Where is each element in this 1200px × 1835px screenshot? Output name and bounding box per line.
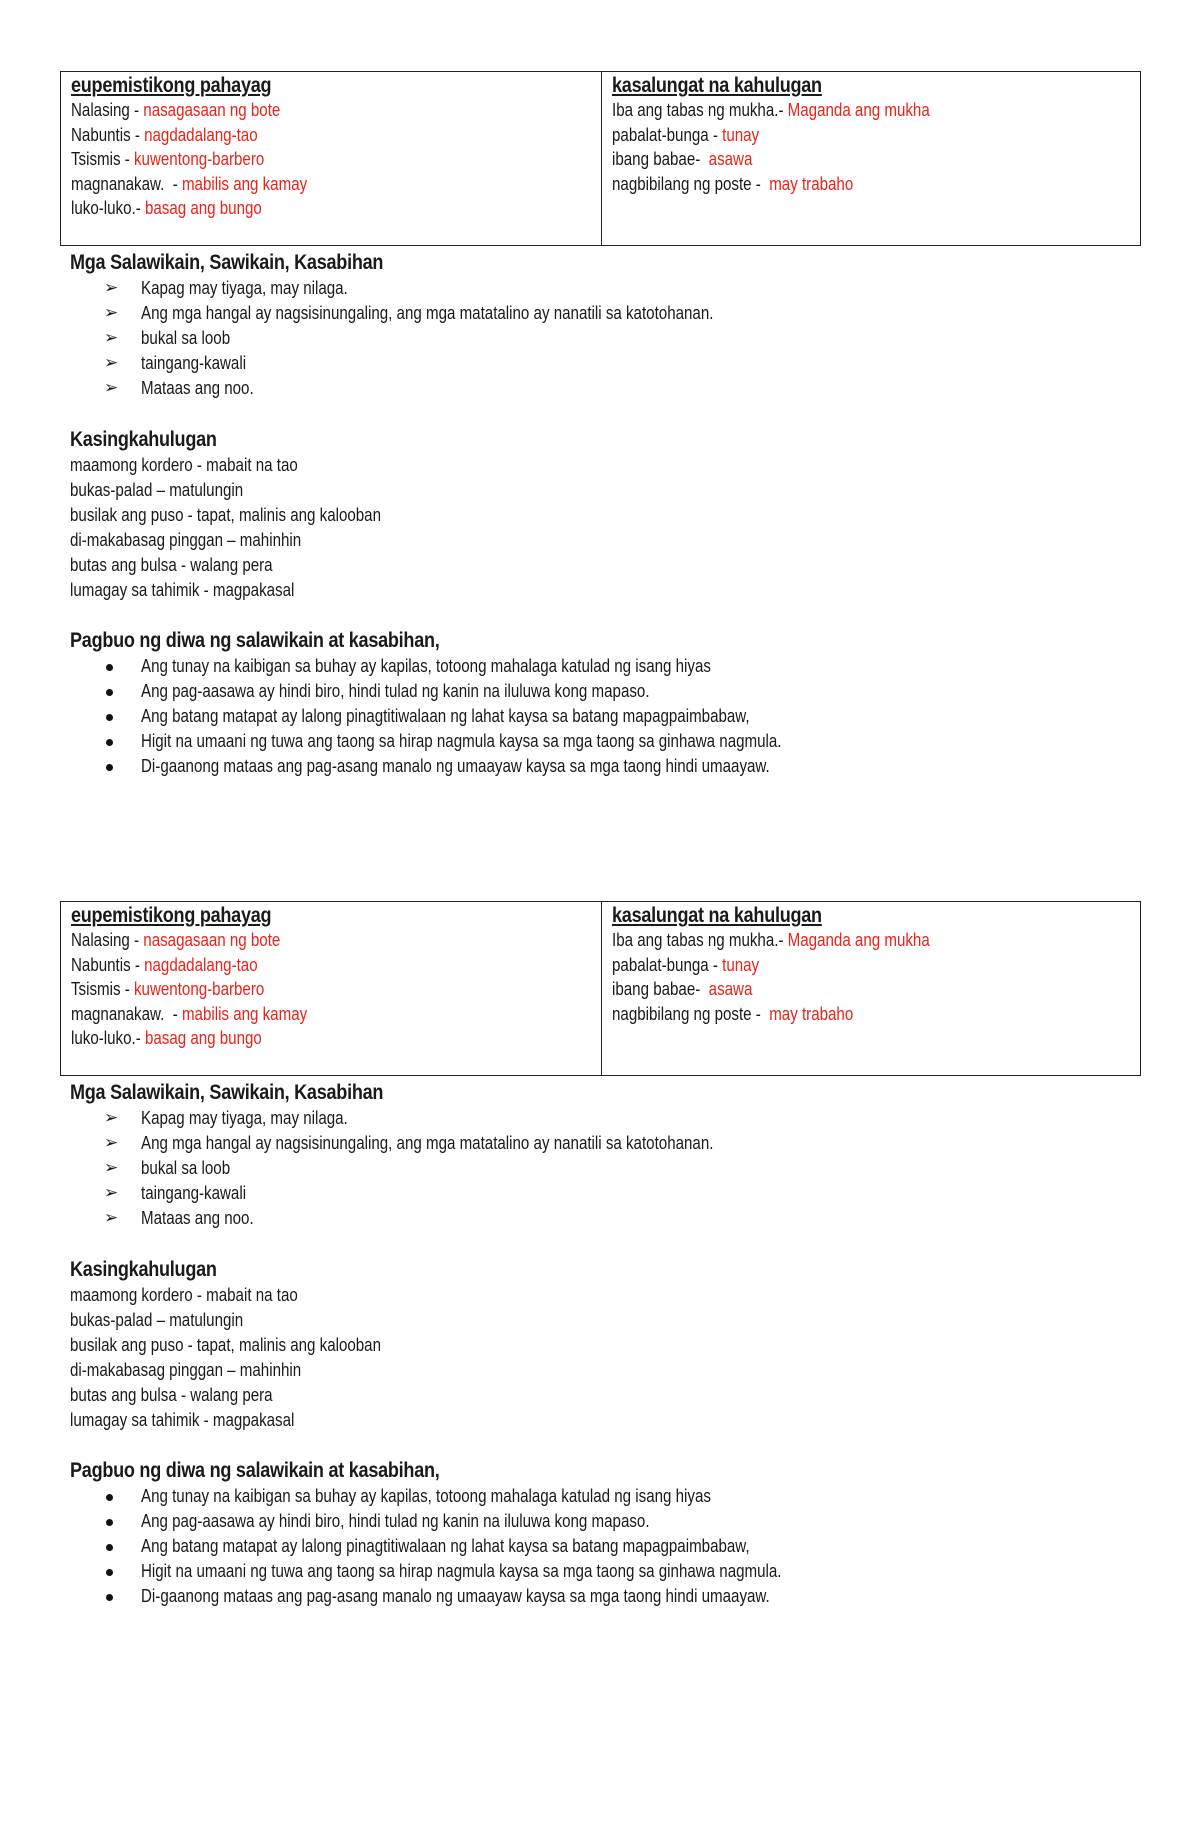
table-row xyxy=(612,147,1056,172)
table-row xyxy=(612,928,1056,953)
arrow-bullet-icon: ➢ xyxy=(104,327,119,347)
row-term: Iba ang tabas ng mukha.- xyxy=(611,930,788,950)
kasingkahulugan-list xyxy=(70,1283,440,1432)
table-row xyxy=(71,98,516,123)
synonym-line: lumagay sa tahimik - magpakasal xyxy=(70,1409,295,1430)
row-term: luko-luko.- xyxy=(71,1028,145,1049)
synonym-line: butas ang bulsa - walang pera xyxy=(70,1384,273,1405)
table-right-header: kasalungat na kahulugan xyxy=(611,74,822,97)
row-meaning: basag ang bungo xyxy=(144,198,262,219)
list-item-text: Higit na umaani ng tuwa ang taong sa hirap nagmula kaysa sa mga taong sa ginhawa nagmula. xyxy=(141,730,782,751)
list-item-text: taingang-kawali xyxy=(141,1182,247,1203)
row-term: Nalasing - xyxy=(71,100,144,120)
row-term: nagbibilang ng poste - xyxy=(611,173,769,194)
list-item-text: Di-gaanong mataas ang pag-asang manalo ng umaayaw kaysa sa mga taong hindi umaayaw. xyxy=(141,1585,770,1606)
dot-bullet-icon xyxy=(106,1594,113,1601)
table-row xyxy=(612,172,1056,197)
arrow-bullet-icon: ➢ xyxy=(104,278,119,297)
row-term: nagbibilang ng poste - xyxy=(611,1003,769,1024)
dot-bullet-icon xyxy=(106,1569,113,1576)
list-item-text: Mataas ang noo. xyxy=(141,377,254,398)
row-meaning: basag ang bungo xyxy=(144,1028,262,1049)
row-term: magnanakaw. - xyxy=(71,173,182,194)
table-row xyxy=(71,196,516,221)
list-item-text: taingang-kawali xyxy=(141,352,247,373)
dot-bullet-icon xyxy=(106,764,113,771)
arrow-bullet-icon: ➢ xyxy=(104,1108,119,1127)
row-meaning: Maganda ang mukha xyxy=(787,100,930,120)
euphemism-table xyxy=(60,71,1141,246)
synonym-line: busilak ang puso - tapat, malinis ang kalooban xyxy=(70,1334,382,1355)
row-term: pabalat-bunga - xyxy=(611,124,722,145)
dot-bullet-icon xyxy=(106,739,113,746)
row-meaning: nasagasaan ng bote xyxy=(143,100,281,120)
left-rows xyxy=(71,928,601,1051)
table-right-header: kasalungat na kahulugan xyxy=(611,904,822,927)
table-left-column xyxy=(61,72,601,245)
synonym-line: di-makabasag pinggan – mahinhin xyxy=(70,1359,302,1380)
row-term: Tsismis - xyxy=(71,979,134,1000)
row-meaning: asawa xyxy=(708,149,752,170)
table-row xyxy=(71,928,516,953)
table-row xyxy=(71,147,516,172)
arrow-bullet-icon: ➢ xyxy=(104,1182,119,1202)
table-row xyxy=(71,977,516,1002)
row-meaning: may trabaho xyxy=(768,1003,853,1024)
list-item-text: bukal sa loob xyxy=(141,327,231,348)
dot-bullet-icon xyxy=(106,664,113,671)
arrow-bullet-icon: ➢ xyxy=(104,1157,119,1177)
list-item-text: Kapag may tiyaga, may nilaga. xyxy=(141,278,348,298)
list-item-text: bukal sa loob xyxy=(141,1157,231,1178)
row-term: luko-luko.- xyxy=(71,198,145,219)
table-row xyxy=(612,977,1056,1002)
row-meaning: mabilis ang kamay xyxy=(181,1003,308,1024)
table-row xyxy=(612,123,1056,148)
row-term: Nabuntis - xyxy=(71,954,145,975)
row-meaning: kuwentong-barbero xyxy=(134,979,265,1000)
table-row xyxy=(71,172,516,197)
table-left-header: eupemistikong pahayag xyxy=(71,904,272,927)
kasingkahulugan-title: Kasingkahulugan xyxy=(70,428,217,451)
dot-bullet-icon xyxy=(106,1519,113,1526)
kasingkahulugan-list xyxy=(70,453,440,602)
right-rows xyxy=(612,98,1141,196)
row-term: Tsismis - xyxy=(71,149,134,170)
row-term: Nalasing - xyxy=(71,930,144,950)
right-rows xyxy=(612,928,1141,1026)
row-term: Nabuntis - xyxy=(71,124,145,145)
salawikain-title: Mga Salawikain, Sawikain, Kasabihan xyxy=(70,251,384,274)
dot-bullet-icon xyxy=(106,689,113,696)
row-meaning: tunay xyxy=(721,954,759,975)
list-item-text: Ang mga hangal ay nagsisinungaling, ang mga matatalino ay nanatili sa katotohanan. xyxy=(141,1132,714,1153)
synonym-line: di-makabasag pinggan – mahinhin xyxy=(70,529,302,550)
list-item-text: Ang batang matapat ay lalong pinagtitiwalaan ng lahat kaysa sa batang mapagpaimbabaw, xyxy=(141,1535,750,1556)
row-term: Iba ang tabas ng mukha.- xyxy=(611,100,788,120)
synonym-line: butas ang bulsa - walang pera xyxy=(70,554,273,575)
table-row xyxy=(71,1002,516,1027)
table-row xyxy=(612,98,1056,123)
salawikain-title: Mga Salawikain, Sawikain, Kasabihan xyxy=(70,1081,384,1104)
list-item-text: Ang pag-aasawa ay hindi biro, hindi tulad ng kanin na iluluwa kong mapaso. xyxy=(141,1510,650,1531)
synonym-line: maamong kordero - mabait na tao xyxy=(70,1285,298,1305)
row-meaning: mabilis ang kamay xyxy=(181,173,308,194)
pagbuo-title: Pagbuo ng diwa ng salawikain at kasabihan, xyxy=(70,629,440,652)
list-item-text: Higit na umaani ng tuwa ang taong sa hirap nagmula kaysa sa mga taong sa ginhawa nagmula. xyxy=(141,1560,782,1581)
list-item-text: Di-gaanong mataas ang pag-asang manalo ng umaayaw kaysa sa mga taong hindi umaayaw. xyxy=(141,755,770,776)
euphemism-table xyxy=(60,901,1141,1076)
pagbuo-title: Pagbuo ng diwa ng salawikain at kasabihan, xyxy=(70,1459,440,1482)
arrow-bullet-icon: ➢ xyxy=(104,352,119,372)
kasingkahulugan-title: Kasingkahulugan xyxy=(70,1258,217,1281)
list-item-text: Ang mga hangal ay nagsisinungaling, ang mga matatalino ay nanatili sa katotohanan. xyxy=(141,302,714,323)
list-item-text: Ang pag-aasawa ay hindi biro, hindi tulad ng kanin na iluluwa kong mapaso. xyxy=(141,680,650,701)
row-term: magnanakaw. - xyxy=(71,1003,182,1024)
row-meaning: Maganda ang mukha xyxy=(787,930,930,950)
dot-bullet-icon xyxy=(106,1494,113,1501)
table-row xyxy=(71,1026,516,1051)
row-meaning: nasagasaan ng bote xyxy=(143,930,281,950)
row-term: pabalat-bunga - xyxy=(611,954,722,975)
list-item-text: Ang tunay na kaibigan sa buhay ay kapilas, totoong mahalaga katulad ng isang hiyas xyxy=(141,1486,711,1506)
row-meaning: asawa xyxy=(708,979,752,1000)
table-right-column xyxy=(601,902,1141,1075)
table-right-column xyxy=(601,72,1141,245)
synonym-line: busilak ang puso - tapat, malinis ang kalooban xyxy=(70,504,382,525)
dot-bullet-icon xyxy=(106,1544,113,1551)
table-left-header: eupemistikong pahayag xyxy=(71,74,272,97)
synonym-line: bukas-palad – matulungin xyxy=(70,1309,244,1330)
table-row xyxy=(71,123,516,148)
synonym-line: bukas-palad – matulungin xyxy=(70,479,244,500)
row-term: ibang babae- xyxy=(611,979,709,1000)
row-meaning: nagdadalang-tao xyxy=(144,954,258,975)
arrow-bullet-icon: ➢ xyxy=(104,1132,119,1152)
row-meaning: may trabaho xyxy=(768,173,853,194)
row-meaning: nagdadalang-tao xyxy=(144,124,258,145)
table-row xyxy=(612,1002,1056,1027)
list-item-text: Mataas ang noo. xyxy=(141,1207,254,1228)
table-row xyxy=(71,953,516,978)
arrow-bullet-icon: ➢ xyxy=(104,302,119,322)
list-item-text: Ang batang matapat ay lalong pinagtitiwalaan ng lahat kaysa sa batang mapagpaimbabaw, xyxy=(141,705,750,726)
row-term: ibang babae- xyxy=(611,149,709,170)
synonym-line: maamong kordero - mabait na tao xyxy=(70,455,298,475)
synonym-line: lumagay sa tahimik - magpakasal xyxy=(70,579,295,600)
arrow-bullet-icon: ➢ xyxy=(104,377,119,397)
table-row xyxy=(612,953,1056,978)
arrow-bullet-icon: ➢ xyxy=(104,1207,119,1227)
row-meaning: tunay xyxy=(721,124,759,145)
list-item-text: Kapag may tiyaga, may nilaga. xyxy=(141,1108,348,1128)
list-item-text: Ang tunay na kaibigan sa buhay ay kapilas, totoong mahalaga katulad ng isang hiyas xyxy=(141,656,711,676)
left-rows xyxy=(71,98,601,221)
row-meaning: kuwentong-barbero xyxy=(134,149,265,170)
dot-bullet-icon xyxy=(106,714,113,721)
table-left-column xyxy=(61,902,601,1075)
